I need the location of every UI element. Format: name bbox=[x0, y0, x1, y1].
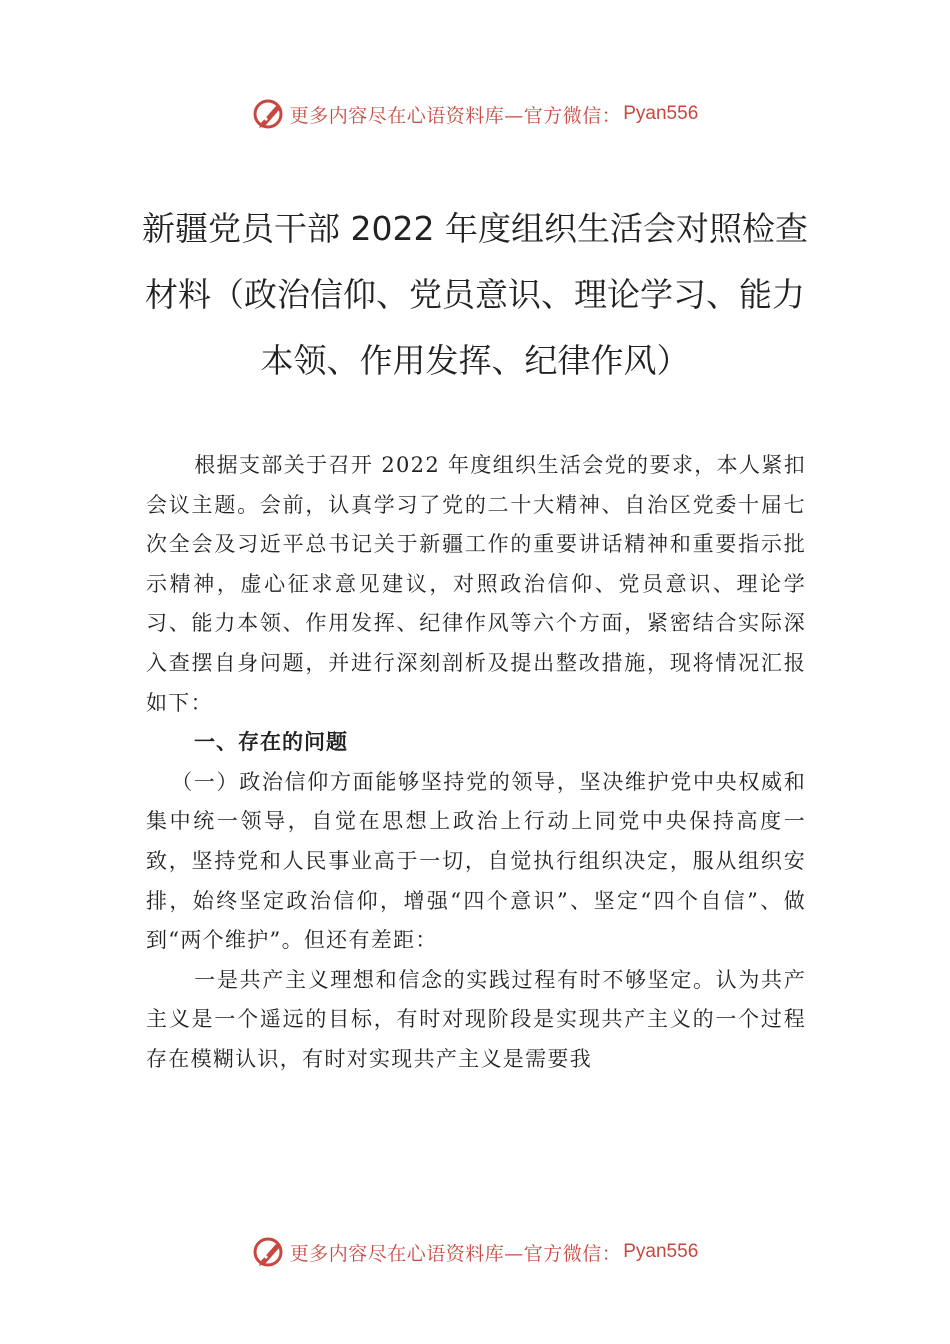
watermark-wechat-id: Pyan556 bbox=[623, 103, 699, 124]
pen-seal-icon bbox=[252, 1235, 286, 1269]
watermark-text: 更多内容尽在心语资料库—官方微信： bbox=[289, 104, 622, 127]
pen-seal-icon bbox=[252, 97, 286, 131]
header-watermark bbox=[0, 94, 950, 134]
document-title: 新疆党员干部 2022 年度组织生活会对照检查材料（政治信仰、党员意识、理论学习、能力本领、作用发挥、纪律作风） bbox=[142, 209, 808, 380]
footer-watermark bbox=[0, 1232, 950, 1272]
subsection-paragraph: （一）政治信仰方面能够坚持党的领导，坚决维护党中央权威和集中统一领导，自觉在思想上政治上行动上同党中央保持高度一致，坚持党和人民事业高于一切，自觉执行组织决定，服从组织安排，始终坚定政治信仰，增强“四个意识”、坚定“四个自信”、做到“两个维护”。但还有差距： bbox=[146, 769, 806, 953]
watermark-text: 更多内容尽在心语资料库—官方微信： bbox=[289, 1242, 622, 1265]
document-body bbox=[146, 446, 806, 1080]
watermark-wechat-id: Pyan556 bbox=[623, 1241, 699, 1262]
intro-paragraph: 根据支部关于召开 2022 年度组织生活会党的要求，本人紧扣会议主题。会前，认真学习了党的二十大精神、自治区党委十届七次全会及习近平总书记关于新疆工作的重要讲话精神和重要指示批示精神，虚心征求意见建议，对照政治信仰、党员意识、理论学习、能力本领、作用发挥、纪律作风等六个方面，紧密结合实际深入查摆自身问题，并进行深刻剖析及提出整改措施，现将情况汇报如下： bbox=[146, 453, 806, 715]
point-paragraph: 一是共产主义理想和信念的实践过程有时不够坚定。认为共产主义是一个遥远的目标，有时对现阶段是实现共产主义的一个过程存在模糊认识，有时对实现共产主义是需要我 bbox=[146, 967, 806, 1071]
section-heading: 一、存在的问题 bbox=[194, 730, 348, 755]
